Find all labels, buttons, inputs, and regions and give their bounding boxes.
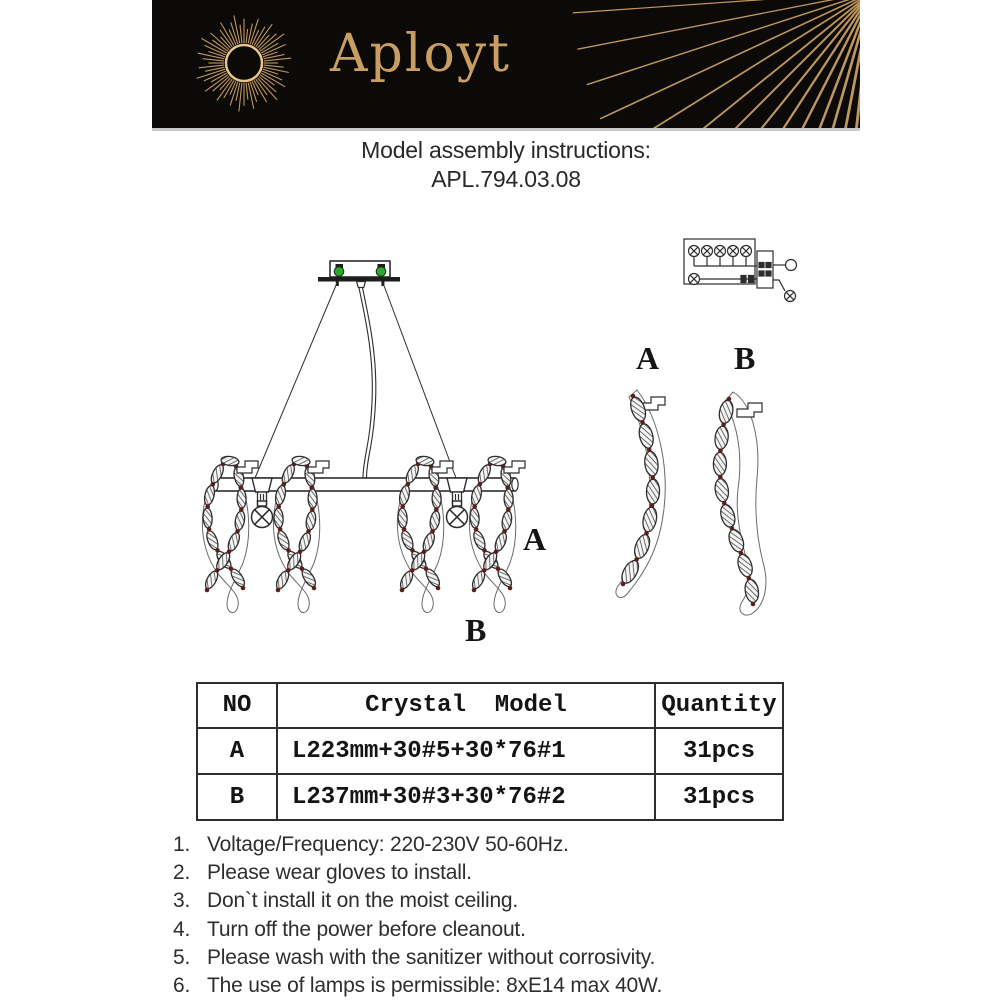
model-number: APL.794.03.08 bbox=[431, 166, 581, 192]
col-header-model: Crystal Model bbox=[277, 683, 655, 728]
detail-label-b: B bbox=[734, 340, 756, 376]
crystal-part-a-detail bbox=[616, 390, 665, 598]
main-label-b: B bbox=[465, 612, 487, 648]
row-a-model: L223mm+30#5+30*76#1 bbox=[277, 728, 655, 774]
item-number: 5. bbox=[173, 945, 191, 969]
terminal-block bbox=[757, 251, 773, 288]
detail-label-a: A bbox=[636, 340, 660, 376]
crystal-parts-table bbox=[196, 682, 784, 821]
item-number: 4. bbox=[173, 917, 191, 941]
ceiling-plate bbox=[318, 261, 400, 288]
instruction-item bbox=[173, 916, 662, 944]
item-number: 1. bbox=[173, 833, 191, 857]
suspension bbox=[255, 283, 456, 478]
brand-logo-text: Aployt bbox=[330, 24, 512, 84]
item-number: 6. bbox=[173, 974, 191, 998]
col-header-quantity: Quantity bbox=[655, 683, 783, 728]
table-row bbox=[197, 774, 783, 820]
item-text: Don`t install it on the moist ceiling. bbox=[207, 889, 519, 913]
item-text: Voltage/Frequency: 220-230V 50-60Hz. bbox=[207, 833, 569, 857]
row-b-qty: 31pcs bbox=[655, 774, 783, 820]
crystal-part-b-detail bbox=[713, 392, 766, 615]
lamp-symbol bbox=[689, 274, 700, 285]
item-text: The use of lamps is permissible: 8xE14 max 40W. bbox=[207, 974, 663, 998]
row-a-qty: 31pcs bbox=[655, 728, 783, 774]
green-terminal-right bbox=[376, 267, 386, 277]
item-text: Turn off the power before cleanout. bbox=[207, 917, 526, 941]
instruction-item bbox=[173, 944, 662, 972]
cable-grip bbox=[357, 282, 366, 288]
item-number: 3. bbox=[173, 889, 191, 913]
connector-ring bbox=[786, 260, 797, 271]
instruction-item bbox=[173, 859, 662, 887]
row-b-model: L237mm+30#3+30*76#2 bbox=[277, 774, 655, 820]
item-text: Please wear gloves to install. bbox=[207, 861, 472, 885]
bulb-socket bbox=[447, 478, 468, 528]
instruction-item bbox=[173, 887, 662, 915]
item-number: 2. bbox=[173, 861, 191, 885]
instructions-list bbox=[173, 831, 662, 1000]
suspension-wire-right bbox=[383, 283, 456, 478]
instruction-item bbox=[173, 972, 662, 1000]
col-header-no: NO bbox=[197, 683, 277, 728]
row-b-no: B bbox=[197, 774, 277, 820]
row-a-no: A bbox=[197, 728, 277, 774]
instruction-item bbox=[173, 831, 662, 859]
suspension-wire-left bbox=[255, 283, 337, 478]
document-title: Model assembly instructions: bbox=[361, 137, 651, 163]
main-label-a: A bbox=[523, 521, 547, 557]
table-row bbox=[197, 728, 783, 774]
table-header-row bbox=[197, 683, 783, 728]
item-text: Please wash with the sanitizer without corrosivity. bbox=[207, 945, 656, 969]
wiring-schematic bbox=[684, 239, 797, 302]
bulb-socket bbox=[252, 478, 273, 528]
green-terminal-left bbox=[334, 267, 344, 277]
